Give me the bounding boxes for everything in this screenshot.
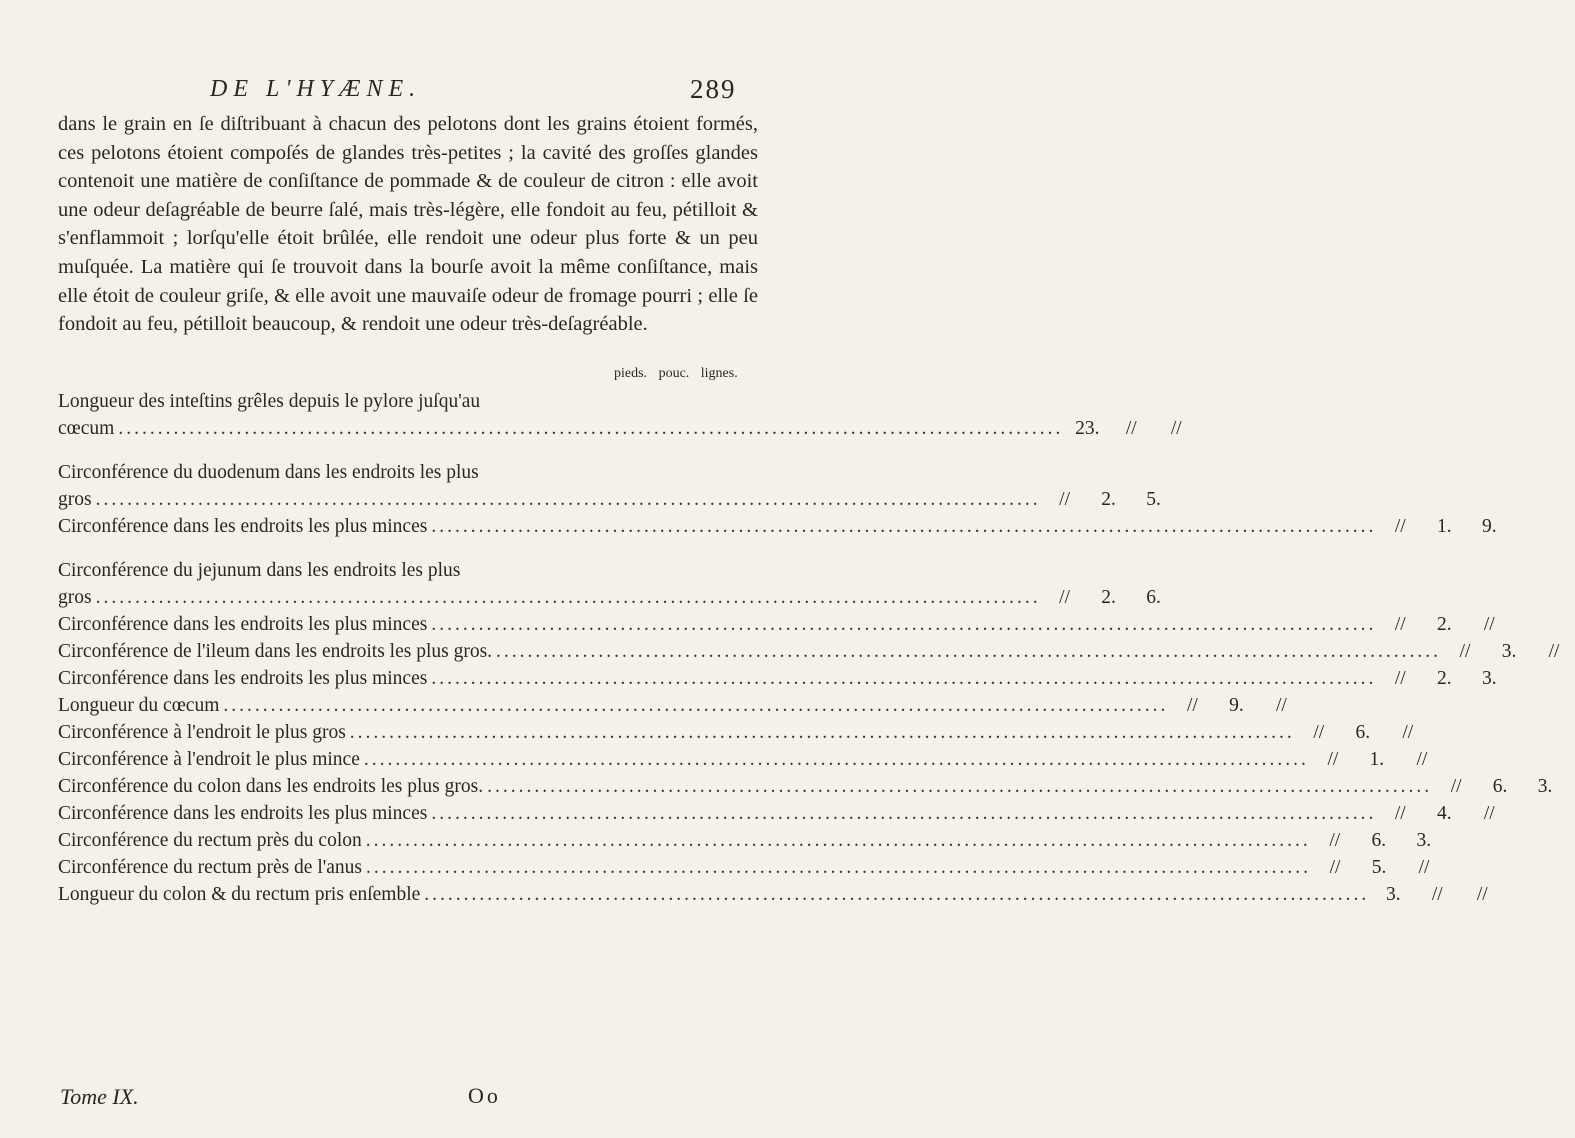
- table-row: [58, 459, 1161, 513]
- measurements-table: [58, 388, 1560, 908]
- table-row: [58, 665, 1497, 692]
- value-pieds: //: [1329, 830, 1341, 851]
- dot-leader: ........................................................................................................................: [431, 614, 1377, 635]
- row-label: Longueur du cœcum: [58, 695, 220, 716]
- row-label: Circonférence de l'ileum dans les endroits les plus gros.: [58, 641, 493, 662]
- value-pouces: 5.: [1371, 857, 1387, 878]
- value-pouces: 9.: [1229, 695, 1244, 716]
- value-lignes: 6.: [1146, 587, 1161, 608]
- body-paragraph: dans le grain en ſe diſtribuant à chacun des pelotons dont les grains étoient formés, ces pelotons étoient compoſés de glandes très-petites ; la cavité des groſſes glandes contenoit une matière de conſiſtance de pommade & de couleur de citron : elle avoit une odeur deſagréable de beurre ſalé, mais très-légère, elle fondoit au feu, pétilloit & s'enflammoit ; lorſqu'elle étoit brûlée, elle rendoit une odeur plus forte & un peu muſquée. La matière qui ſe trouvoit dans la bourſe avoit la même conſiſtance, mais elle étoit de couleur griſe, & elle avoit une mauvaiſe odeur de fromage pourri ; elle ſe fondoit au feu, pétilloit beaucoup, & rendoit une odeur très-deſagréable.: [58, 113, 758, 336]
- row-label: gros: [58, 587, 92, 608]
- dot-leader: ........................................................................................................................: [223, 695, 1169, 716]
- table-row: [58, 854, 1430, 881]
- dot-leader: ........................................................................................................................: [424, 884, 1370, 905]
- table-row: [58, 827, 1432, 854]
- table-row: [58, 638, 1560, 665]
- value-pouces: 2.: [1437, 668, 1452, 689]
- table-row: [58, 388, 1182, 442]
- value-pouces: 6.: [1355, 722, 1371, 743]
- dot-leader: ........................................................................................................................: [431, 516, 1377, 537]
- row-label: Circonférence à l'endroit le plus mince: [58, 749, 360, 770]
- dot-leader: ........................................................................................................................: [431, 803, 1377, 824]
- row-label: Longueur du colon & du rectum pris enſemble: [58, 884, 421, 905]
- value-pieds: //: [1394, 614, 1406, 635]
- value-pieds: //: [1459, 641, 1471, 662]
- value-lignes: //: [1402, 722, 1414, 743]
- dot-leader: ........................................................................................................................: [95, 587, 1041, 608]
- row-label: Circonférence du colon dans les endroits les plus gros.: [58, 776, 484, 797]
- value-lignes: 5.: [1146, 489, 1161, 510]
- value-lignes: //: [1476, 884, 1488, 905]
- value-pouces: 1.: [1369, 749, 1385, 770]
- value-pouces: 1.: [1437, 516, 1452, 537]
- dot-leader: ........................................................................................................................: [487, 776, 1433, 797]
- value-lignes: //: [1548, 641, 1560, 662]
- value-lignes: 3.: [1537, 776, 1553, 797]
- value-pieds: //: [1450, 776, 1462, 797]
- dot-leader: ........................................................................................................................: [496, 641, 1442, 662]
- value-pieds: //: [1394, 803, 1406, 824]
- dot-leader: ........................................................................................................................: [431, 668, 1377, 689]
- value-pieds: //: [1394, 516, 1406, 537]
- value-pieds: //: [1186, 695, 1198, 716]
- table-row: [58, 513, 1497, 540]
- value-lignes: //: [1416, 749, 1428, 770]
- row-label: cœcum: [58, 418, 115, 439]
- value-lignes: 9.: [1482, 516, 1497, 537]
- value-lignes: 3.: [1482, 668, 1497, 689]
- value-pieds: //: [1059, 489, 1071, 510]
- row-label: Circonférence dans les endroits les plus minces: [58, 614, 428, 635]
- value-lignes: //: [1483, 614, 1495, 635]
- row-label-line: Longueur des inteſtins grêles depuis le pylore juſqu'au: [58, 391, 481, 412]
- value-pouces: 6.: [1492, 776, 1508, 797]
- row-label: Circonférence dans les endroits les plus minces: [58, 668, 428, 689]
- column-header-lignes: lignes.: [700, 366, 738, 381]
- signature-mark: Oo: [468, 1083, 501, 1108]
- dot-leader: ........................................................................................................................: [95, 489, 1041, 510]
- value-lignes: //: [1418, 857, 1430, 878]
- value-pieds: //: [1394, 668, 1406, 689]
- row-label-line: Circonférence du duodenum dans les endroits les plus: [58, 462, 479, 483]
- value-pieds: //: [1313, 722, 1325, 743]
- value-pouces: 2.: [1437, 614, 1452, 635]
- column-header-pouces: pouc.: [658, 366, 690, 381]
- row-label: Circonférence du rectum près de l'anus: [58, 857, 363, 878]
- dot-leader: ........................................................................................................................: [366, 857, 1312, 878]
- value-pieds: 3.: [1385, 884, 1401, 905]
- value-pouces: 4.: [1437, 803, 1452, 824]
- dot-leader: ........................................................................................................................: [349, 722, 1295, 743]
- table-row: [58, 800, 1495, 827]
- dot-leader: ........................................................................................................................: [365, 830, 1311, 851]
- table-row: [58, 881, 1488, 908]
- value-lignes: //: [1483, 803, 1495, 824]
- value-pouces: 6.: [1371, 830, 1387, 851]
- page-number: 289: [690, 74, 737, 104]
- table-row: [58, 773, 1553, 800]
- row-label: Circonférence à l'endroit le plus gros: [58, 722, 346, 743]
- row-label: Circonférence dans les endroits les plus minces: [58, 516, 428, 537]
- value-pouces: 2.: [1101, 587, 1116, 608]
- value-pouces: 3.: [1501, 641, 1517, 662]
- value-lignes: //: [1275, 695, 1287, 716]
- value-lignes: //: [1170, 418, 1182, 439]
- value-pieds: //: [1327, 749, 1339, 770]
- table-row: [58, 719, 1414, 746]
- dot-leader: ........................................................................................................................: [363, 749, 1309, 770]
- table-row: [58, 557, 1161, 611]
- value-pouces: 2.: [1101, 489, 1116, 510]
- running-title: DE L'HYÆNE.: [210, 76, 422, 102]
- table-row: [58, 692, 1287, 719]
- row-label-line: Circonférence du jejunum dans les endroits les plus: [58, 560, 461, 581]
- row-label: gros: [58, 489, 92, 510]
- value-pouces: //: [1431, 884, 1443, 905]
- value-pouces: //: [1125, 418, 1137, 439]
- table-row: [58, 746, 1428, 773]
- table-row: [58, 611, 1495, 638]
- volume-label: Tome IX.: [60, 1084, 139, 1109]
- row-label: Circonférence du rectum près du colon: [58, 830, 362, 851]
- row-label: Circonférence dans les endroits les plus minces: [58, 803, 428, 824]
- value-pieds: //: [1329, 857, 1341, 878]
- value-lignes: 3.: [1416, 830, 1432, 851]
- value-pieds: //: [1059, 587, 1071, 608]
- value-pieds: 23.: [1075, 418, 1100, 439]
- dot-leader: ........................................................................................................................: [118, 418, 1064, 439]
- column-header-pieds: pieds.: [614, 366, 648, 381]
- table-column-headers: [614, 366, 746, 382]
